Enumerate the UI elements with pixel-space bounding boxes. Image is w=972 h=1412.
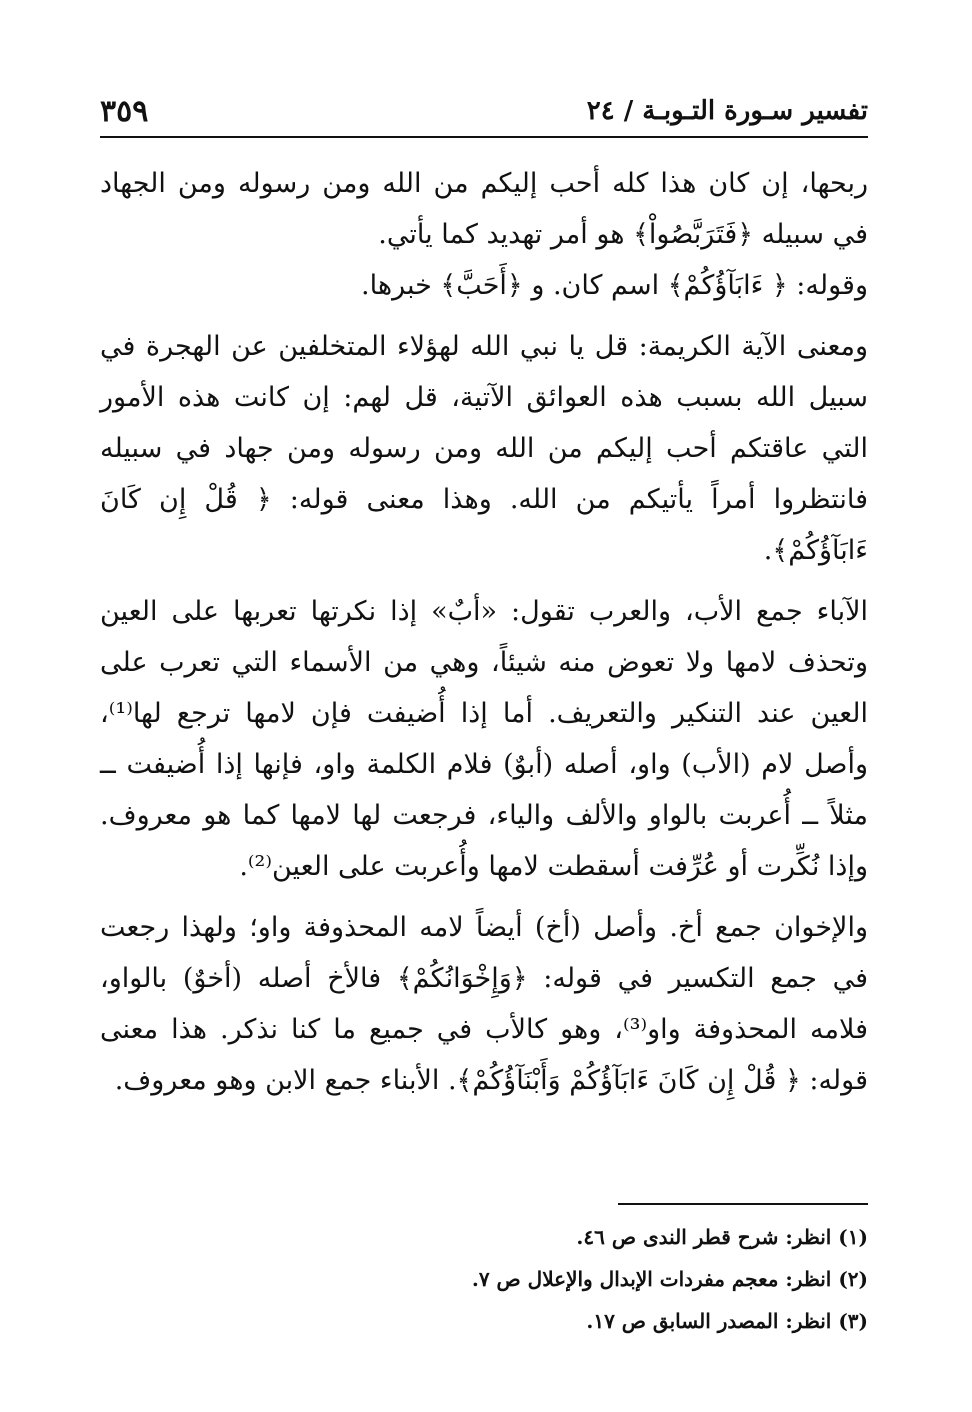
footnote: (١) انظر: شرح قطر الندى ص ٤٦. xyxy=(576,1225,868,1249)
paragraph: ربحها، إن كان هذا كله أحب إليكم من الله ومن رسوله ومن الجهاد في سبيله ﴿فَتَرَبَّصُواْ﴾ هو أمر تهديد كما يأتي. xyxy=(100,168,868,250)
paragraph: والإخوان جمع أخ. وأصل (أخ) أيضاً لامه المحذوفة واو؛ ولهذا رجعت في جمع التكسير في قوله: ﴿وَإِخْوَانُكُمْ﴾ فالأخ أصله (أخوٌ) بالواو، فلامه المحذوفة واو⁽³⁾، وهو كالأب في جميع ما كنا نذكر. هذا معنى قوله: ﴿ قُلْ إِن كَانَ ءَابَآؤُكُمْ وَأَبْنَآؤُكُمْ﴾. الأبناء جمع الابن وهو معروف. xyxy=(100,912,868,1096)
paragraph: الآباء جمع الأب، والعرب تقول: «أبٌ» إذا نكرتها تعربها على العين وتحذف لامها ولا تعوض منه شيئاً، وهي من الأسماء التي تعرب على العين عند التنكير والتعريف. أما إذا أُضيفت فإن لامها ترجع لها⁽¹⁾، وأصل لام (الأب) واو، أصله (أبوٌ) فلام الكلمة واو، فإنها إذا أُضيفت ــ مثلاً ــ أُعربت بالواو والألف والياء، فرجعت لها لامها كما هو معروف. وإذا نُكِّرت أو عُرِّفت أسقطت لامها وأُعربت على العين⁽²⁾. xyxy=(100,596,868,882)
page-number: ٣٥٩ xyxy=(100,93,149,129)
footnotes xyxy=(100,1216,868,1342)
main-text xyxy=(100,158,868,1106)
footnote: (٣) انظر: المصدر السابق ص ١٧. xyxy=(586,1309,868,1333)
paragraph: ومعنى الآية الكريمة: قل يا نبي الله لهؤلاء المتخلفين عن الهجرة في سبيل الله بسبب هذه العوائق الآتية، قل لهم: إن كانت هذه الأمور التي عاقتكم أحب إليكم من الله ومن رسوله ومن جهاد في سبيله فانتظروا أمراً يأتيكم من الله. وهذا معنى قوله: ﴿ قُلْ إِن كَانَ ءَابَآؤُكُمْ﴾. xyxy=(100,331,868,566)
footnote-divider xyxy=(618,1203,868,1205)
footnote: (٢) انظر: معجم مفردات الإبدال والإعلال ص ٧. xyxy=(471,1267,868,1291)
running-title: تفسير سـورة التـوبـة / ٢٤ xyxy=(586,96,868,126)
page-header xyxy=(100,86,868,138)
paragraph: وقوله: ﴿ ءَابَآؤُكُمْ﴾ اسم كان. و ﴿أَحَبَّ﴾ خبرها. xyxy=(361,270,868,301)
